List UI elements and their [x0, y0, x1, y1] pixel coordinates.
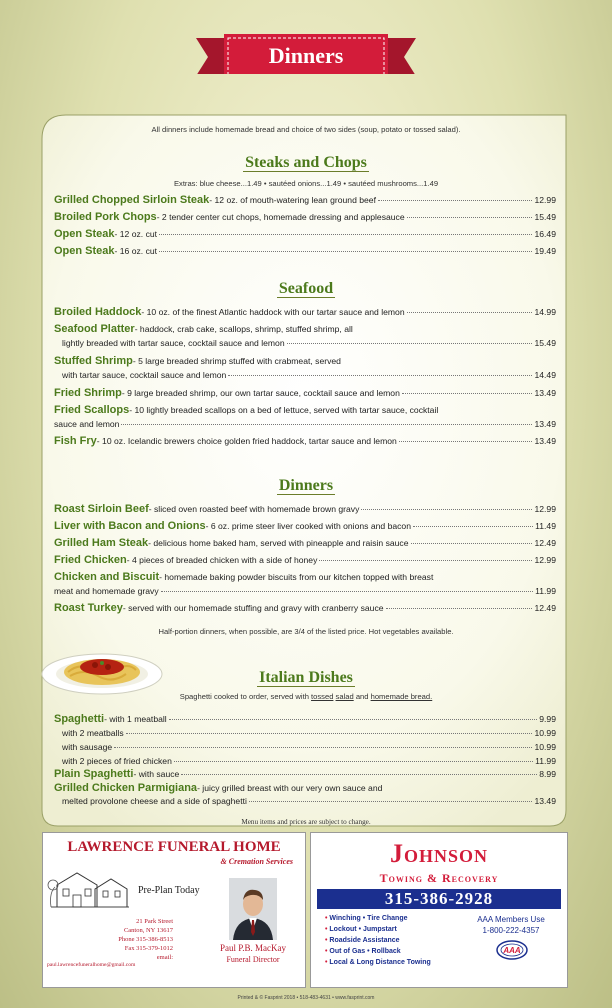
menu-item: Fried Chicken - 4 pieces of breaded chicken with a side of honey 12.99: [54, 554, 556, 566]
menu-item: Fried Scallops - 10 lightly breaded scallops on a bed of lettuce, served with tartar sauce, cocktail: [54, 404, 439, 416]
service-item: • Local & Long Distance Towing: [325, 959, 431, 966]
menu-item-cont: with tartar sauce, cocktail sauce and lemon 14.49: [62, 370, 556, 380]
phone: Phone 315-386-8513: [118, 936, 173, 943]
menu-item-cont: melted provolone cheese and a side of spaghetti 13.49: [62, 796, 556, 806]
section-title-italian: Italian Dishes: [259, 669, 353, 686]
address-line-2: Canton, NY 13617: [123, 927, 173, 934]
menu-item: Grilled Ham Steak - delicious home baked ham, served with pineapple and raisin sauce 12.49: [54, 537, 556, 549]
lawrence-address: [103, 917, 173, 962]
menu-item: Fried Shrimp - 9 large breaded shrimp, our own tartar sauce, cocktail sauce and lemon 13.49: [54, 387, 556, 399]
menu-item: Roast Turkey - served with our homemade stuffing and gravy with cranberry sauce 12.49: [54, 602, 556, 614]
menu-item: Chicken and Biscuit - homemade baking powder biscuits from our kitchen topped with breast: [54, 571, 434, 583]
menu-item: Grilled Chopped Sirloin Steak - 12 oz. of mouth-watering lean ground beef 12.99: [54, 194, 556, 206]
menu-item: Open Steak - 12 oz. cut 16.49: [54, 228, 556, 240]
email-label: email:: [156, 954, 173, 961]
menu-item-cont: sauce and lemon 13.49: [54, 419, 556, 429]
menu-item-sub: with 2 meatballs 10.99: [62, 728, 556, 738]
italian-note: Spaghetti cooked to order, served with tossed salad and homemade bread.: [179, 692, 433, 701]
menu-item-sub: with 2 pieces of fried chicken 11.99: [62, 756, 556, 766]
menu-item-cont: meat and homemade gravy 11.99: [54, 586, 556, 596]
johnson-sub: Towing & Recovery: [379, 871, 499, 885]
steaks-extras: Extras: blue cheese...1.49 • sautéed onions...1.49 • sautéed mushrooms...1.49: [173, 179, 439, 188]
aaa-phone: 1-800-222-4357: [482, 926, 540, 935]
intro-text: All dinners include homemade bread and choice of two sides (soup, potato or tossed salad).: [151, 125, 461, 134]
menu-item: Broiled Haddock - 10 oz. of the finest Atlantic haddock with our tartar sauce and lemon 14.99: [54, 306, 556, 318]
menu-item: Liver with Bacon and Onions - 6 oz. prime steer liver cooked with onions and bacon 11.49: [54, 520, 556, 532]
menu-item: Plain Spaghetti - with sauce 8.99: [54, 768, 556, 780]
fax: Fax 315-379-1012: [124, 945, 173, 952]
director-photo: [229, 878, 277, 940]
menu-item: Open Steak - 16 oz. cut 19.49: [54, 245, 556, 257]
section-title-steaks: Steaks and Chops: [245, 154, 367, 171]
lawrence-preplan: Pre-Plan Today: [138, 885, 200, 896]
menu-item: Fish Fry - 10 oz. Icelandic brewers choice golden fried haddock, tartar sauce and lemon 13.49: [54, 435, 556, 447]
section-title-seafood: Seafood: [278, 280, 334, 297]
menu-item: Roast Sirloin Beef - sliced oven roasted beef with homemade brown gravy 12.99: [54, 503, 556, 515]
lawrence-sub: & Cremation Services: [220, 857, 293, 866]
menu-item: Grilled Chicken Parmigiana - juicy grilled breast with our very own sauce and: [54, 782, 383, 794]
section-title-dinners: Dinners: [278, 477, 334, 494]
page-title: Dinners: [268, 43, 344, 68]
lawrence-email: paul.lawrencefuneralhome@gmail.com: [47, 962, 136, 968]
director-name: Paul P.B. MacKay: [220, 943, 286, 953]
johnson-name: Johnson: [389, 839, 488, 868]
johnson-phone: 315-386-2928: [317, 889, 561, 909]
ad-lawrence-funeral-home: [42, 832, 306, 988]
service-item: • Out of Gas • Rollback: [325, 948, 401, 955]
lawrence-name: LAWRENCE FUNERAL HOME: [67, 839, 281, 855]
menu-item: Stuffed Shrimp - 5 large breaded shrimp stuffed with crabmeat, served: [54, 355, 341, 367]
service-item: • Lockout • Jumpstart: [325, 926, 397, 933]
aaa-logo-text: AAA: [503, 946, 521, 955]
service-list: [325, 913, 431, 968]
half-portion-note: Half-portion dinners, when possible, are 3/4 of the listed price. Hot vegetables available.: [158, 627, 454, 636]
menu-item-sub: with sausage 10.99: [62, 742, 556, 752]
aaa-members: AAA Members Use: [477, 915, 545, 924]
funeral-home-building-image: [47, 863, 133, 911]
price-disclaimer: Menu items and prices are subject to change.: [241, 818, 371, 826]
service-item: • Roadside Assistance: [325, 937, 400, 944]
menu-item-cont: lightly breaded with tartar sauce, cocktail sauce and lemon 15.49: [62, 338, 556, 348]
menu-item: Seafood Platter - haddock, crab cake, scallops, shrimp, stuffed shrimp, all: [54, 323, 353, 335]
printer-credit: Printed & © Fasprint 2018 • 518-483-4631 • www.fasprint.com: [237, 995, 375, 1001]
service-item: • Winching • Tire Change: [325, 915, 408, 922]
address-line-1: 21 Park Street: [136, 918, 173, 925]
ad-johnson-towing: [310, 832, 568, 988]
director-title: Funeral Director: [226, 955, 280, 964]
menu-item: Broiled Pork Chops - 2 tender center cut chops, homemade dressing and applesauce 15.49: [54, 211, 556, 223]
menu-item: Spaghetti - with 1 meatball 9.99: [54, 713, 556, 725]
aaa-logo-icon: [495, 939, 529, 961]
